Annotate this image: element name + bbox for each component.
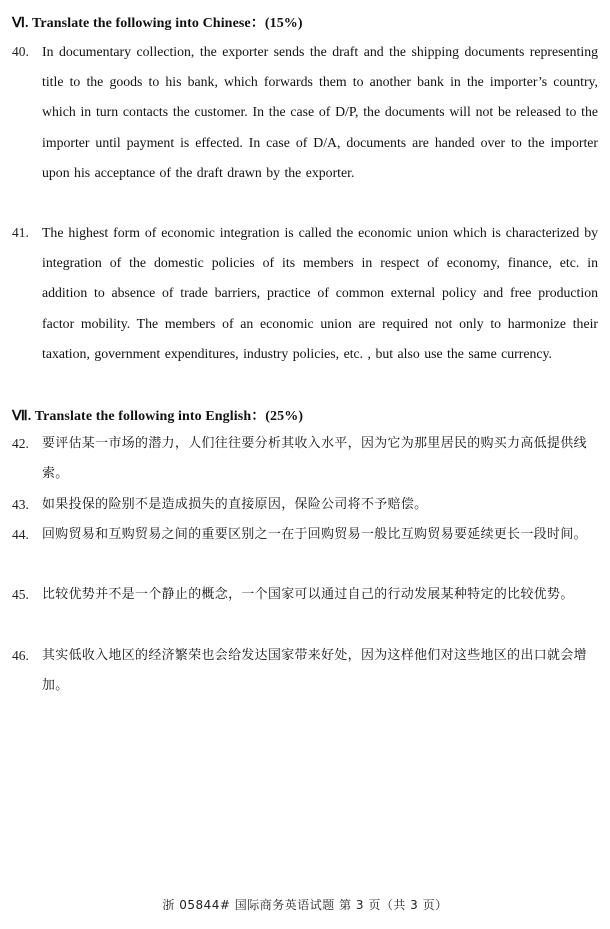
section-7-heading: Ⅶ. Translate the following into English：(25%) [12,409,304,424]
question-number: 43. [12,497,29,512]
question-text: 如果投保的险别不是造成损失的直接原因，保险公司将不予赔偿。 [42,497,428,512]
question-number: 40. [12,44,29,59]
question-40 [12,37,598,188]
question-text: 回购贸易和互购贸易之间的重要区别之一在于回购贸易一般比互购贸易要延续更长一段时间。 [42,527,587,542]
question-text: 比较优势并不是一个静止的概念，一个国家可以通过自己的行动发展某种特定的比较优势。 [42,587,574,602]
question-text: The highest form of economic integration is called the economic union which is characterized by integration of the domestic policies of its members in respect of economy, finance, etc. in addition to absence of trade barriers, practice of common external policy and free production factor mobility. The members of an economic union are required not only to harmonize their taxation, government expenditures, industry policies, etc. , but also use the same currency. [42,225,598,361]
question-46 [12,641,598,701]
section-6-heading: Ⅵ. Translate the following into Chinese：(15%) [12,16,303,31]
question-number: 46. [12,648,29,663]
question-number: 44. [12,527,29,542]
question-44 [12,520,598,550]
question-41 [12,218,598,369]
question-42 [12,429,598,489]
question-number: 42. [12,436,29,451]
question-number: 41. [12,225,29,240]
page-footer: 浙 05844# 国际商务英语试题 第 3 页（共 3 页） [162,898,448,912]
question-text: 要评估某一市场的潜力，人们往往要分析其收入水平，因为它为那里居民的购买力高低提供线索。 [42,436,587,481]
question-text: 其实低收入地区的经济繁荣也会给发达国家带来好处，因为这样他们对这些地区的出口就会增加。 [42,648,587,693]
question-45 [12,580,598,610]
question-text: In documentary collection, the exporter sends the draft and the shipping documents representing title to the goods to his bank, which forwards them to another bank in the importer’s country, which in turn contacts the customer. In the case of D/P, the documents will not be released to the importer until payment is effected. In case of D/A, documents are handed over to the importer upon his acceptance of the draft drawn by the exporter. [42,44,598,180]
question-43 [12,490,598,520]
question-number: 45. [12,587,29,602]
